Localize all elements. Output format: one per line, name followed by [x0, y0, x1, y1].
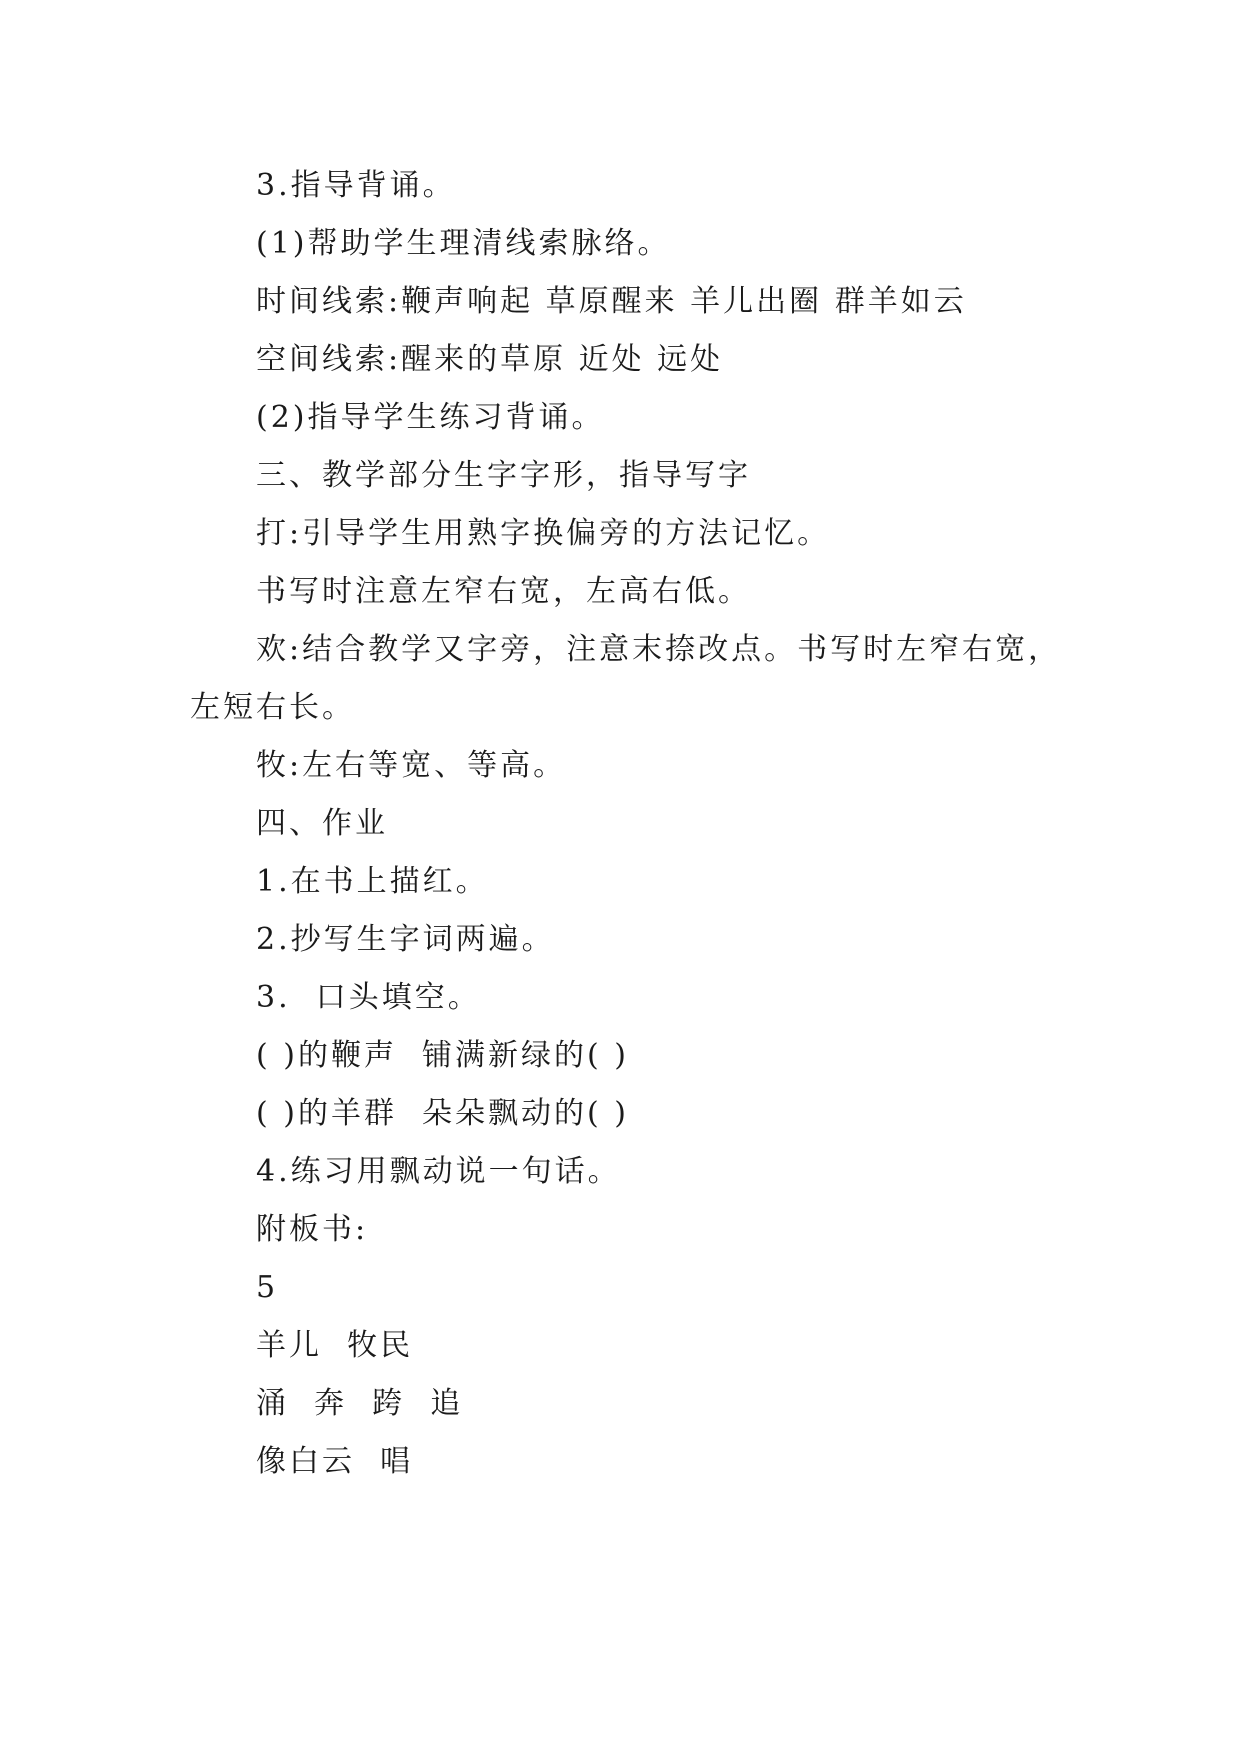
text-line: 空间线索:醒来的草原 近处 远处 — [256, 342, 724, 377]
text-line: 书写时注意左窄右宽，左高右低。 — [256, 574, 751, 609]
text-line: 3. 口头填空。 — [256, 980, 481, 1015]
text-line: 附板书: — [256, 1212, 369, 1247]
text-line: 1.在书上描红。 — [256, 864, 489, 899]
text-line: ( )的鞭声 铺满新绿的( ) — [256, 1038, 629, 1073]
section-heading: 三、教学部分生字字形，指导写字 — [256, 458, 751, 493]
section-heading: 四、作业 — [256, 806, 388, 841]
text-line: 牧:左右等宽、等高。 — [256, 748, 567, 783]
text-line: 4.练习用飘动说一句话。 — [256, 1154, 621, 1189]
text-line: 打:引导学生用熟字换偏旁的方法记忆。 — [256, 516, 831, 551]
text-line: 像白云 唱 — [256, 1444, 414, 1479]
text-line: 涌 奔 跨 追 — [256, 1386, 464, 1421]
text-line: 5 — [256, 1270, 279, 1305]
text-line: 时间线索:鞭声响起 草原醒来 羊儿出圈 群羊如云 — [256, 284, 967, 319]
text-line: (2)指导学生练习背诵。 — [256, 400, 605, 435]
text-line: ( )的羊群 朵朵飘动的( ) — [256, 1096, 629, 1131]
text-line: 2.抄写生字词两遍。 — [256, 922, 555, 957]
text-line: 羊儿 牧民 — [256, 1328, 414, 1363]
text-line-continuation: 左短右长。 — [190, 690, 355, 725]
text-line: 欢:结合教学又字旁，注意末捺改点。书写时左窄右宽， — [256, 632, 1062, 667]
text-line: (1)帮助学生理清线索脉络。 — [256, 226, 671, 261]
text-line: 3.指导背诵。 — [256, 168, 456, 203]
